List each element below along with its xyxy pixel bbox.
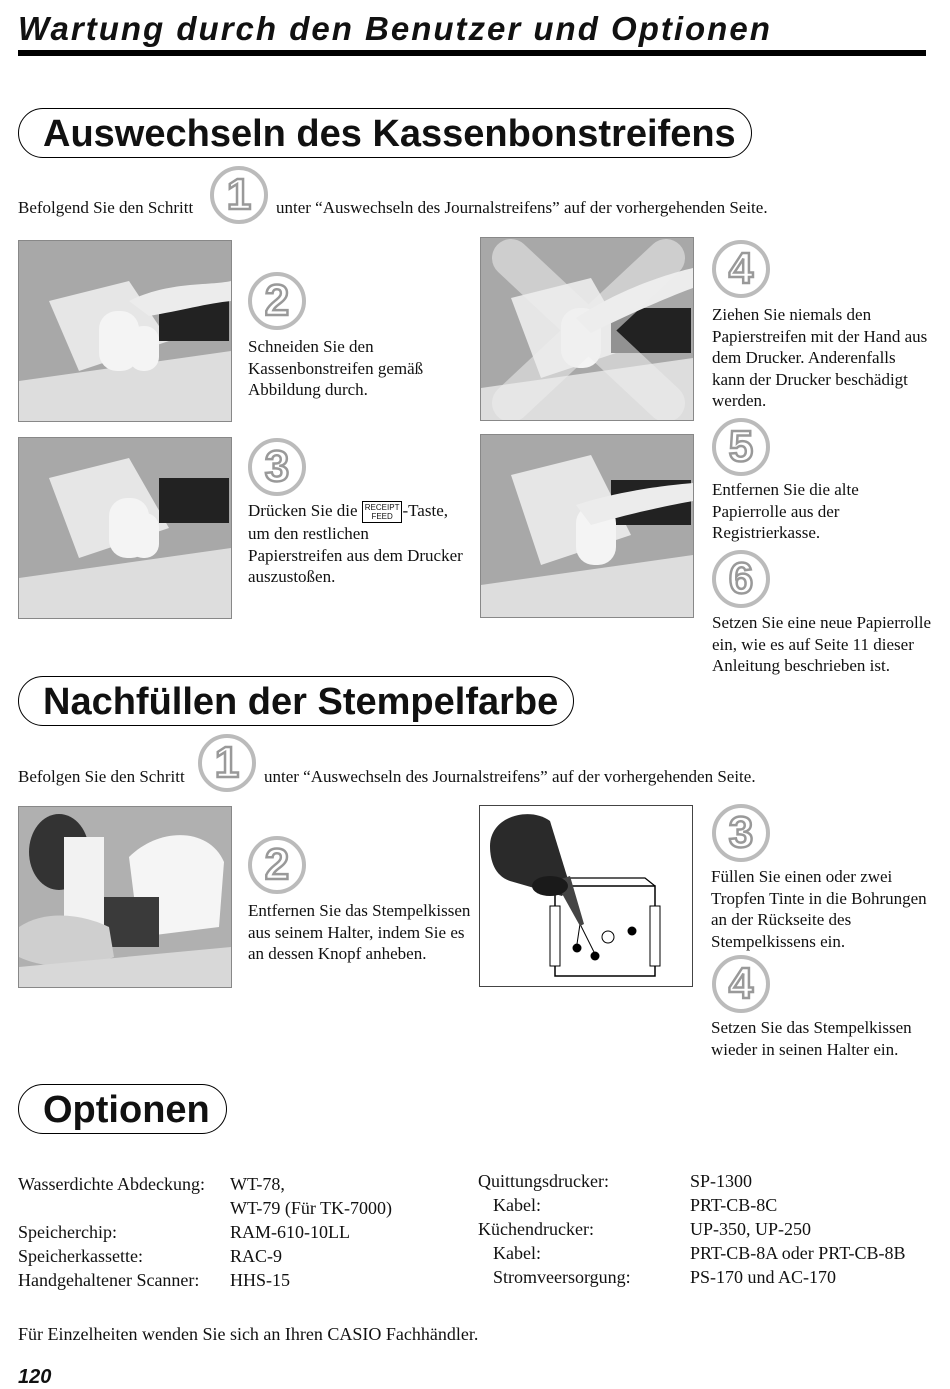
option-row: [478, 1265, 906, 1289]
section-title-receipt: Auswechseln des Kassenbonstreifens: [18, 108, 752, 158]
option-value: UP-350, UP-250: [690, 1219, 812, 1239]
option-label: Stromveersorgung:: [493, 1267, 631, 1287]
photo-remove-stamp-pad: [18, 806, 232, 988]
step-text: [248, 500, 463, 588]
step-text: Entfernen Sie die alte Papierrolle aus der Registrierkasse.: [712, 480, 859, 542]
option-row: [18, 1244, 392, 1268]
option-value: WT-78,: [230, 1174, 285, 1194]
option-label: Wasserdichte Abdeckung:: [18, 1174, 205, 1194]
step-number-badge: 3: [712, 804, 770, 862]
section1-intro-before: Befolgend Sie den Schritt: [18, 198, 194, 217]
option-value: PS-170 und AC-170: [690, 1267, 837, 1287]
register-photo-illustration: [481, 435, 693, 617]
options-list-right: [478, 1169, 906, 1289]
section-title-options: Optionen: [18, 1084, 227, 1134]
photo-feed-receipt: [18, 437, 232, 619]
option-value: RAM-610-10LL: [230, 1222, 350, 1242]
register-photo-illustration: [19, 241, 231, 421]
step-text: Füllen Sie einen oder zwei Tropfen Tinte in die Bohrungen an der Rückseite des Stempelkissens ein.: [711, 867, 927, 951]
options-list-left: [18, 1172, 392, 1292]
step-number-badge: 2: [248, 836, 306, 894]
register-photo-illustration: [19, 438, 231, 618]
option-value: PRT-CB-8C: [690, 1195, 778, 1215]
section2-intro-after: unter “Auswechseln des Journalstreifens” auf der vorhergehenden Seite.: [264, 767, 756, 786]
step-number-badge: 4: [712, 240, 770, 298]
option-label: Küchendrucker:: [478, 1219, 594, 1239]
option-value: SP-1300: [690, 1171, 753, 1191]
ink-bottle-diagram: [480, 806, 692, 986]
register-photo-illustration: [481, 238, 693, 420]
step-number-badge: 4: [712, 955, 770, 1013]
option-label: Handgehaltener Scanner:: [18, 1270, 200, 1290]
step-number-badge: 5: [712, 418, 770, 476]
section2-intro-before: Befolgen Sie den Schritt: [18, 767, 185, 786]
option-row: [478, 1193, 906, 1217]
diagram-ink-refill: [479, 805, 693, 987]
step-text: Setzen Sie das Stempelkissen wieder in seinen Halter ein.: [711, 1018, 912, 1059]
receipt-feed-key-icon: RECEIPT FEED: [362, 501, 403, 523]
step-number-badge: 6: [712, 550, 770, 608]
step-text-before: Drücken Sie die: [248, 501, 358, 520]
step-number-badge: 2: [248, 272, 306, 330]
step-text-after: -Taste, um den restlichen Papierstreifen aus dem Drucker auszustoßen.: [248, 501, 463, 587]
header-rule: [18, 50, 926, 56]
option-label: Speicherkassette:: [18, 1246, 143, 1266]
page-number: 120: [18, 1366, 52, 1388]
option-row: [18, 1220, 392, 1244]
option-label: Kabel:: [493, 1195, 541, 1215]
printer-photo-illustration: [19, 807, 231, 987]
option-row: [18, 1172, 392, 1196]
step-text: Entfernen Sie das Stempelkissen aus seinem Halter, indem Sie es an dessen Knopf anheben.: [248, 901, 471, 963]
option-label: Quittungsdrucker:: [478, 1171, 609, 1191]
photo-do-not-pull: [480, 237, 694, 421]
step-text: Ziehen Sie niemals den Papierstreifen mit der Hand aus dem Drucker. Anderenfalls kann der Drucker beschädigt werden.: [712, 305, 928, 410]
step-number-badge: 1: [198, 734, 256, 792]
section1-intro-after: unter “Auswechseln des Journalstreifens” auf der vorhergehenden Seite.: [276, 198, 768, 217]
option-label: Speicherchip:: [18, 1222, 117, 1242]
photo-cut-receipt: [18, 240, 232, 422]
option-value: PRT-CB-8A oder PRT-CB-8B: [690, 1243, 906, 1263]
option-row: [478, 1241, 906, 1265]
step-number-badge: 3: [248, 438, 306, 496]
option-row: [18, 1268, 392, 1292]
option-label: Kabel:: [493, 1243, 541, 1263]
photo-remove-roll: [480, 434, 694, 618]
step-number-badge: 1: [210, 166, 268, 224]
page-header-title: Wartung durch den Benutzer und Optionen: [18, 10, 772, 47]
option-row: [478, 1217, 906, 1241]
step-text: Setzen Sie eine neue Papierrolle ein, wie es auf Seite 11 dieser Anleitung beschrieben ist.: [712, 613, 932, 675]
step-text: Schneiden Sie den Kassenbonstreifen gemäß Abbildung durch.: [248, 337, 424, 399]
option-value: WT-79 (Für TK-7000): [230, 1198, 392, 1218]
option-row: [18, 1196, 392, 1220]
option-value: RAC-9: [230, 1246, 283, 1266]
section-title-stamp-ink: Nachfüllen der Stempelfarbe: [18, 676, 574, 726]
option-row: [478, 1169, 906, 1193]
option-value: HHS-15: [230, 1270, 291, 1290]
footer-note: Für Einzelheiten wenden Sie sich an Ihren CASIO Fachhändler.: [18, 1324, 479, 1344]
